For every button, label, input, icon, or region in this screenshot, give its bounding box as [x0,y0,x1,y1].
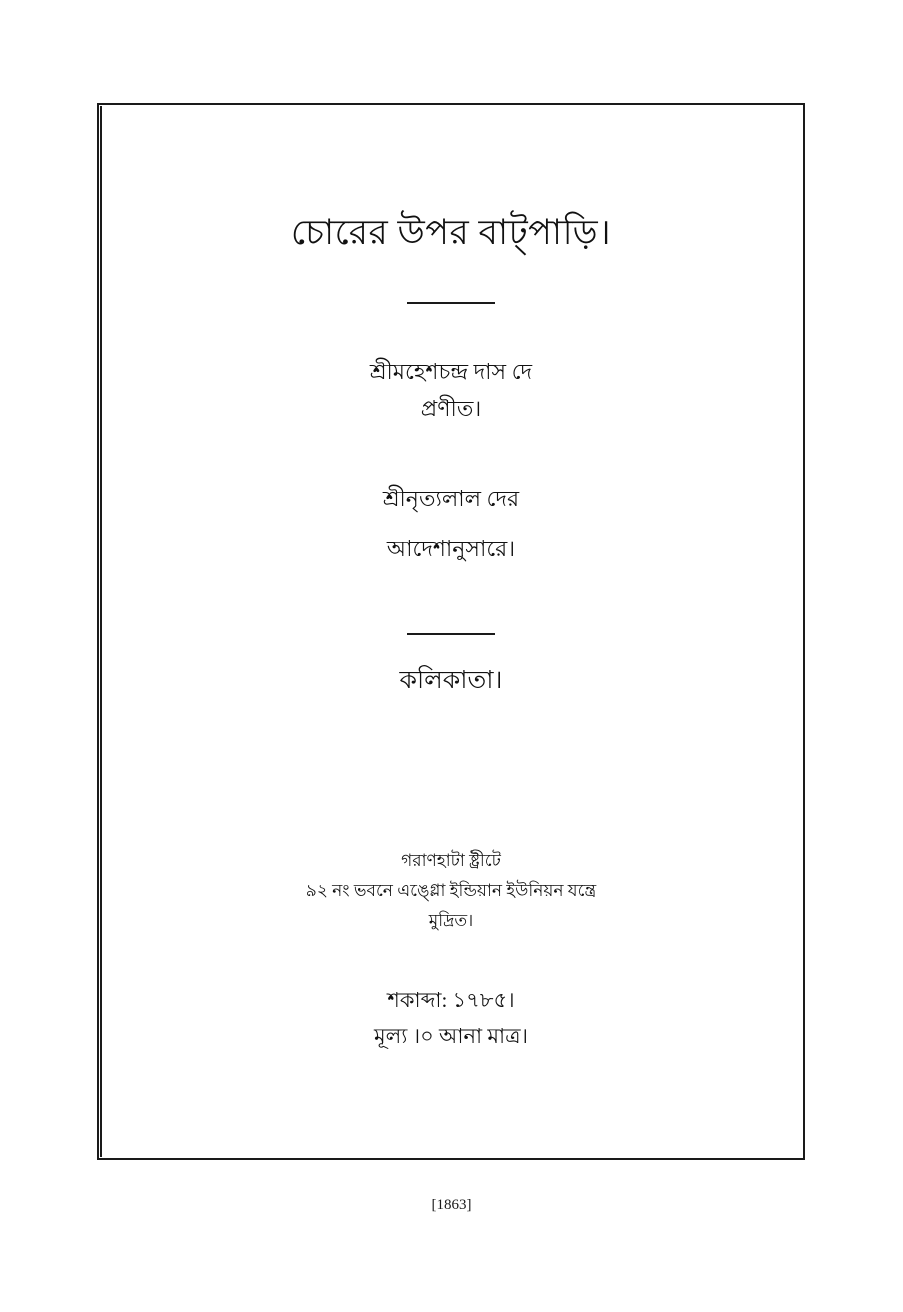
imprint-press: ৯২ নং ভবনে এঙ্গ্লো ইন্ডিয়ান ইউনিয়ন যন্ত্রে [305,881,597,900]
title-page-border [97,103,805,1160]
author-attribution: প্রণীত। [420,396,482,421]
title-page-content [99,105,803,1158]
divider-rule-top [407,302,495,304]
divider-rule-bottom [407,633,495,635]
footer-year-note: [1863] [431,1197,472,1213]
patron-attribution: আদেশানুসারে। [386,536,516,561]
place-of-publication: কলিকাতা। [399,667,503,694]
author-name: শ্রীমহেশচন্দ্র দাস দে [369,359,533,384]
imprint-printed: মুদ্রিত। [428,911,474,930]
imprint-street: গরাণহাটা ষ্ট্রীটে [401,851,501,870]
publication-year: শকাব্দা: ১৭৮৫। [387,988,515,1012]
book-title: চোরের উপর বাট্‌পাড়ি। [290,213,612,252]
price: মূল্য ।০ আনা মাত্র। [373,1024,529,1048]
patron-name: শ্রীনৃত্যলাল দের [382,486,520,511]
